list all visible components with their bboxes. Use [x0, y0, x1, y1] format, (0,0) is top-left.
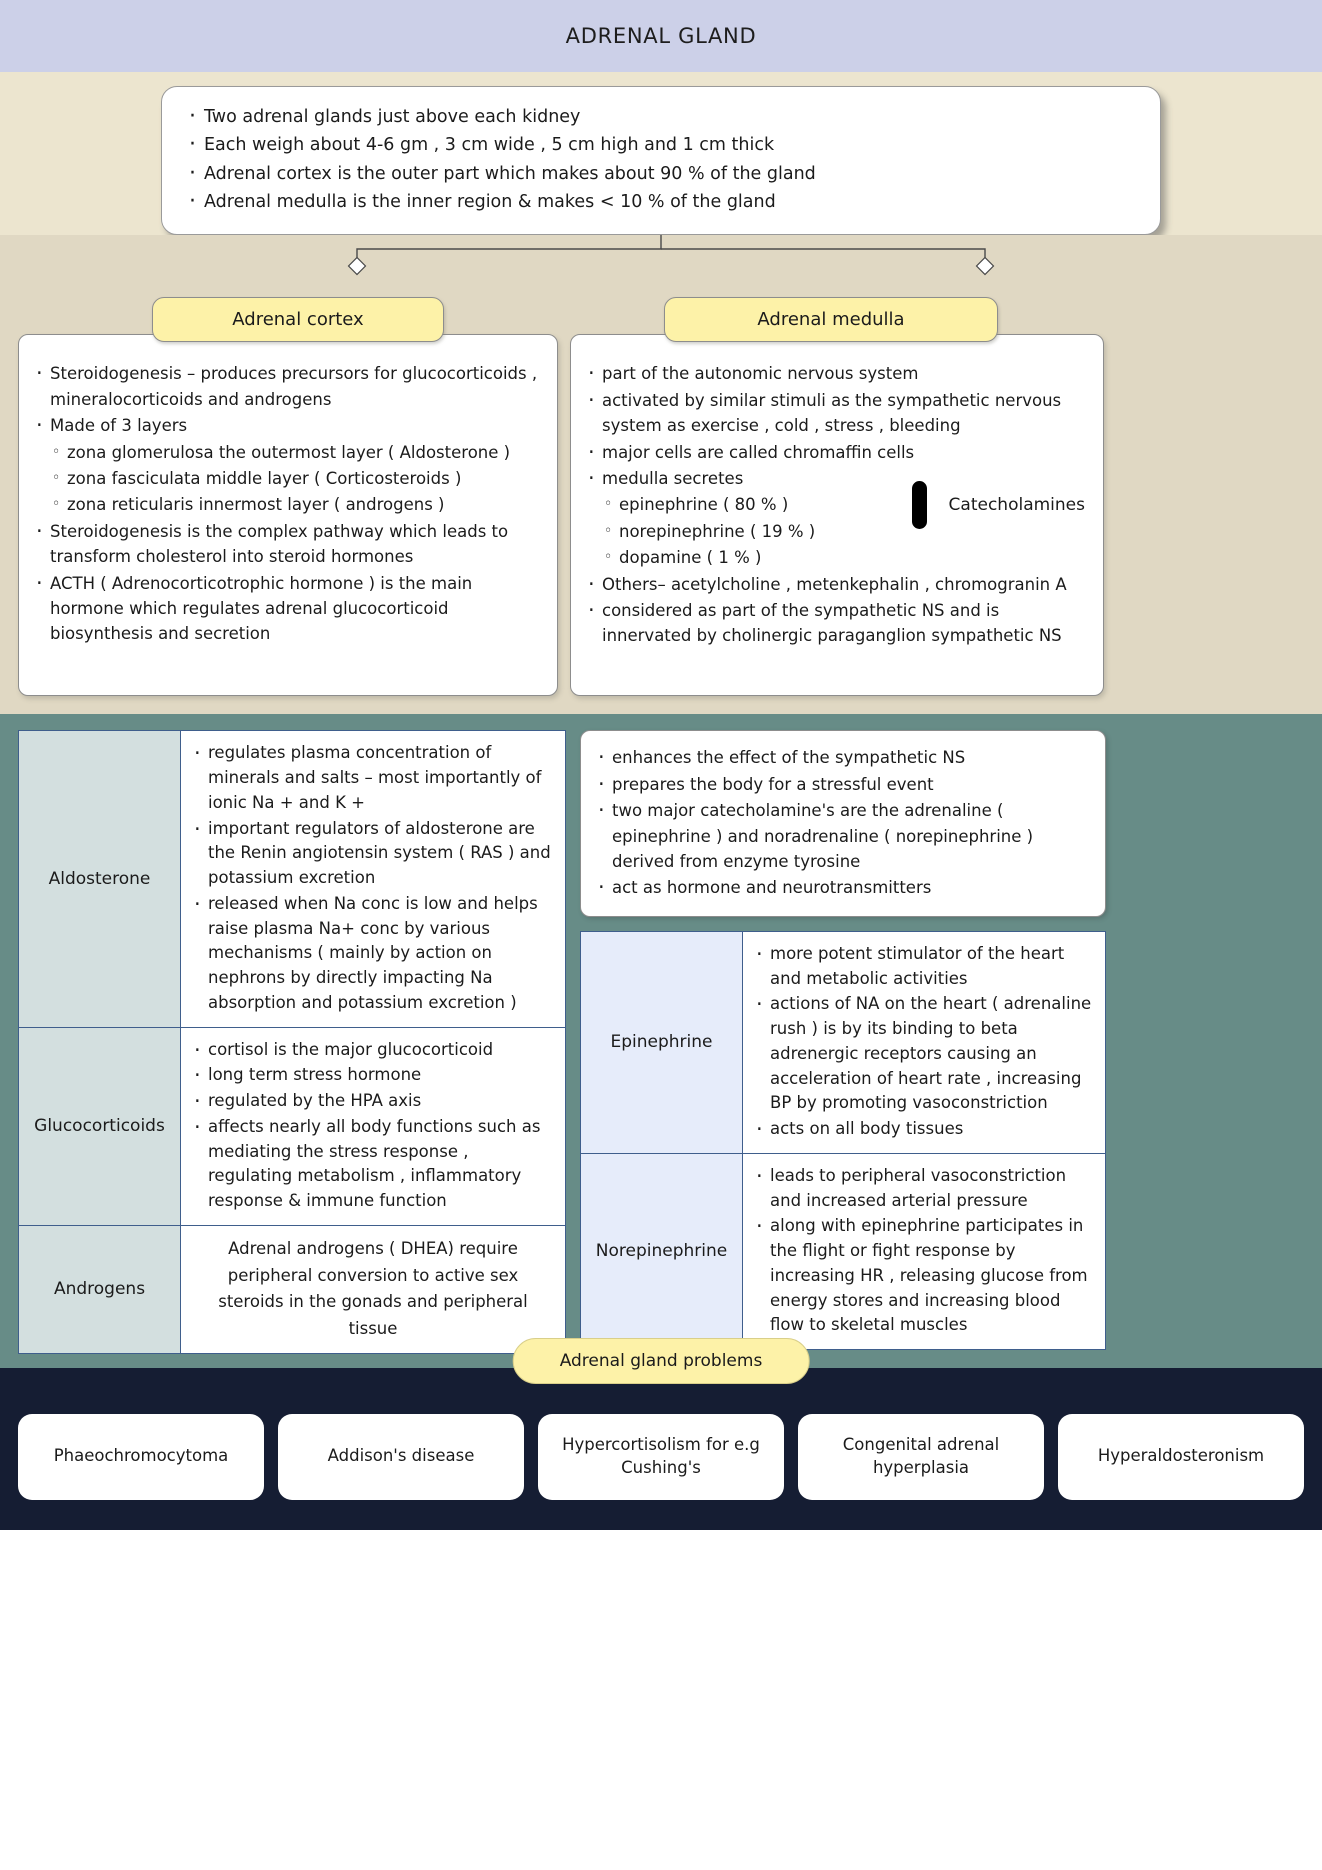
list-item: ◦ zona reticularis innermost layer ( androgens ): [35, 492, 541, 517]
list-item: · important regulators of aldosterone are the Renin angiotensin system ( RAS ) and potassium excretion: [193, 817, 553, 891]
row-body-androgens: [181, 1225, 566, 1353]
problems-section: [0, 1350, 1322, 1530]
table-row: [581, 1153, 1106, 1349]
table-row: [581, 931, 1106, 1153]
cortex-hormones-column: [18, 730, 566, 1353]
list-item: · regulated by the HPA axis: [193, 1089, 553, 1114]
list-item: · act as hormone and neurotransmitters: [597, 875, 1089, 900]
catecholamines-label: Catecholamines: [948, 495, 1085, 516]
problems-pill[interactable]: Adrenal gland problems: [513, 1338, 810, 1384]
adrenal-cortex-branch: [18, 297, 558, 696]
medulla-hormones-column: [580, 730, 1106, 1353]
androgens-text: Adrenal androgens ( DHEA) require peripheral conversion to active sex steroids in the gonads and peripheral tissue: [218, 1238, 528, 1339]
problem-chip-congenital-adrenal-hyperplasia[interactable]: Congenital adrenal hyperplasia: [798, 1414, 1044, 1500]
problem-chip-hyperaldosteronism[interactable]: Hyperaldosteronism: [1058, 1414, 1304, 1500]
list-item: · enhances the effect of the sympathetic NS: [597, 745, 1089, 770]
aldosterone-bullet-list: [193, 741, 553, 1015]
adrenal-cortex-pill[interactable]: Adrenal cortex: [152, 297, 444, 342]
catecholamine-note-card: [580, 730, 1106, 916]
list-item: · Made of 3 layers: [35, 413, 541, 438]
list-item: · medulla secretes: [587, 466, 1087, 491]
list-item: · considered as part of the sympathetic NS and is innervated by cholinergic paraganglion sympathetic NS: [587, 598, 1087, 649]
list-item: · prepares the body for a stressful event: [597, 772, 1089, 797]
list-item: · Others– acetylcholine , metenkephalin , chromogranin A: [587, 572, 1087, 597]
list-item: · Each weigh about 4-6 gm , 3 cm wide , 5 cm high and 1 cm thick: [188, 131, 1134, 159]
branch-connector: [0, 235, 1322, 297]
list-item: ◦ zona glomerulosa the outermost layer ( Aldosterone ): [35, 440, 541, 465]
list-item: · cortisol is the major glucocorticoid: [193, 1038, 553, 1063]
list-item: · regulates plasma concentration of minerals and salts – most importantly of ionic Na + and K +: [193, 741, 553, 815]
branch-section: [0, 235, 1322, 714]
row-label-glucocorticoids: Glucocorticoids: [19, 1027, 181, 1225]
list-item: · long term stress hormone: [193, 1063, 553, 1088]
adrenal-medulla-pill[interactable]: Adrenal medulla: [664, 297, 998, 342]
intro-card: [161, 86, 1161, 235]
list-item: · affects nearly all body functions such as mediating the stress response , regulating metabolism , inflammatory response & immune function: [193, 1115, 553, 1214]
row-body-glucocorticoids: [181, 1027, 566, 1225]
table-row: [19, 1027, 566, 1225]
list-item: · activated by similar stimuli as the sympathetic nervous system as exercise , cold , stress , bleeding: [587, 388, 1087, 439]
page-title: ADRENAL GLAND: [565, 24, 757, 48]
list-item: · leads to peripheral vasoconstriction and increased arterial pressure: [755, 1164, 1093, 1214]
list-item: ◦ zona fasciculata middle layer ( Corticosteroids ): [35, 466, 541, 491]
list-item: · more potent stimulator of the heart and metabolic activities: [755, 942, 1093, 992]
medulla-note-bullet-list: [597, 745, 1089, 900]
row-label-androgens: Androgens: [19, 1225, 181, 1353]
list-item: · ACTH ( Adrenocorticotrophic hormone ) is the main hormone which regulates adrenal glucocorticoid biosynthesis and secretion: [35, 571, 541, 647]
adrenal-cortex-body: [18, 334, 558, 696]
table-row: [19, 1225, 566, 1353]
row-label-epinephrine: Epinephrine: [581, 931, 743, 1153]
list-item: · along with epinephrine participates in the flight or fight response by increasing HR , releasing glucose from energy stores and increasing blood flow to skeletal muscles: [755, 1214, 1093, 1338]
list-item: · Two adrenal glands just above each kidney: [188, 103, 1134, 131]
medulla-hormones-table: [580, 931, 1106, 1350]
list-item: · major cells are called chromaffin cells: [587, 440, 1087, 465]
intro-section: [0, 72, 1322, 235]
list-item: · Adrenal medulla is the inner region & makes < 10 % of the gland: [188, 188, 1134, 216]
list-item: · released when Na conc is low and helps raise plasma Na+ conc by various mechanisms ( mainly by action on nephrons by directly impacting Na absorption and potassium excretion ): [193, 892, 553, 1016]
problem-chip-addisons-disease[interactable]: Addison's disease: [278, 1414, 524, 1500]
hormones-section: [0, 714, 1322, 1367]
page-title-band: [0, 0, 1322, 72]
intro-bullet-list: [188, 103, 1134, 216]
row-label-norepinephrine: Norepinephrine: [581, 1153, 743, 1349]
row-body-aldosterone: [181, 731, 566, 1027]
problem-chip-phaeochromocytoma[interactable]: Phaeochromocytoma: [18, 1414, 264, 1500]
list-item: · acts on all body tissues: [755, 1117, 1093, 1142]
cortex-bullet-list: [35, 361, 541, 646]
brace-bar-icon: [912, 481, 927, 529]
list-item: · two major catecholamine's are the adrenaline ( epinephrine ) and noradrenaline ( norepinephrine ) derived from enzyme tyrosine: [597, 798, 1089, 874]
catecholamines-callout: [912, 481, 1085, 529]
norepinephrine-bullet-list: [755, 1164, 1093, 1338]
problems-chip-row: [18, 1414, 1304, 1500]
list-item: ◦ norepinephrine ( 19 % ): [587, 519, 1087, 544]
cortex-hormones-table: [18, 730, 566, 1353]
branch-row: [0, 297, 1322, 714]
connector-lines: [0, 235, 1322, 297]
problem-chip-hypercortisolism[interactable]: Hypercortisolism for e.g Cushing's: [538, 1414, 784, 1500]
adrenal-medulla-body: [570, 334, 1104, 696]
row-body-norepinephrine: [743, 1153, 1106, 1349]
list-item: · Adrenal cortex is the outer part which makes about 90 % of the gland: [188, 160, 1134, 188]
list-item: ◦ dopamine ( 1 % ): [587, 545, 1087, 570]
glucocorticoids-bullet-list: [193, 1038, 553, 1214]
list-item: · Steroidogenesis is the complex pathway which leads to transform cholesterol into steroid hormones: [35, 519, 541, 570]
adrenal-medulla-branch: [570, 297, 1104, 696]
list-item: ◦ epinephrine ( 80 % ): [587, 492, 1087, 517]
row-body-epinephrine: [743, 931, 1106, 1153]
epinephrine-bullet-list: [755, 942, 1093, 1142]
list-item: · Steroidogenesis – produces precursors for glucocorticoids , mineralocorticoids and androgens: [35, 361, 541, 412]
list-item: · part of the autonomic nervous system: [587, 361, 1087, 386]
list-item: · actions of NA on the heart ( adrenaline rush ) is by its binding to beta adrenergic receptors causing an acceleration of heart rate , increasing BP by promoting vasoconstriction: [755, 992, 1093, 1116]
table-row: [19, 731, 566, 1027]
row-label-aldosterone: Aldosterone: [19, 731, 181, 1027]
